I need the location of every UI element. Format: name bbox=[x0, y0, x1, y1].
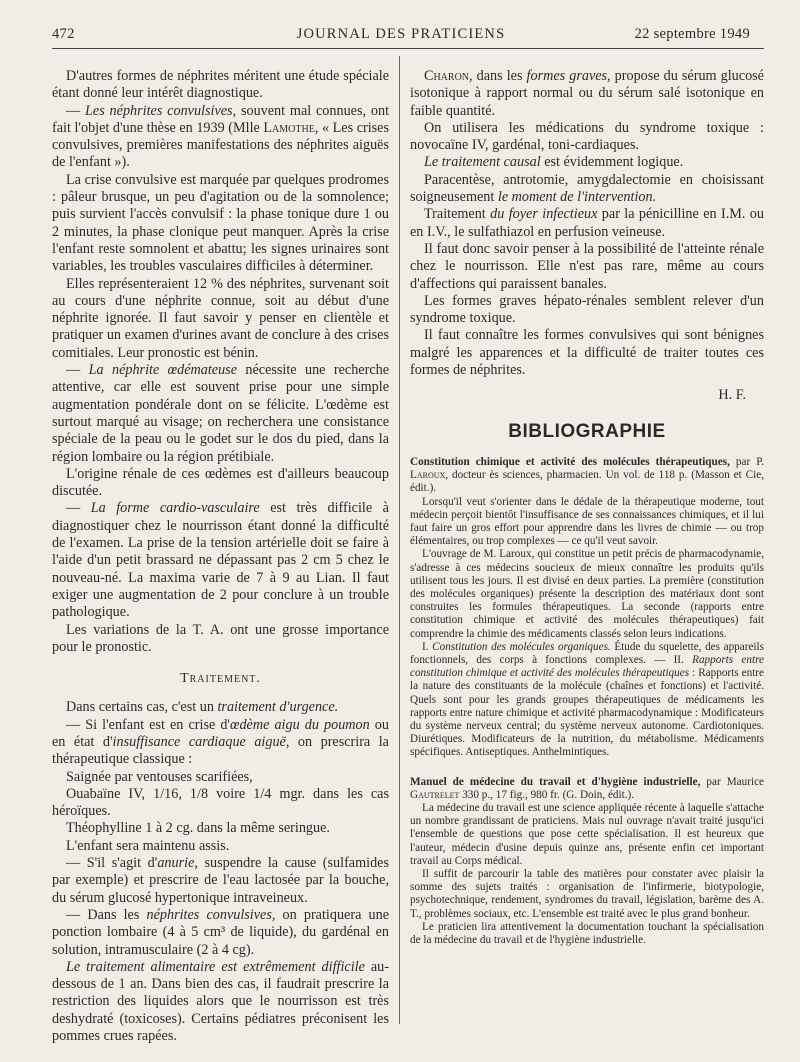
paragraph: — Si l'enfant est en crise d'œdème aigu du poumon ou en état d'insuffisance cardiaque aiguë, on prescrira la thérapeutique classique : bbox=[52, 716, 389, 768]
paragraph: La crise convulsive est marquée par quelques prodromes : pâleur brusque, un peu d'agitation ou de la somnolence; puis survient l'accès convulsif : la phase tonique dure 1 ou 2 minutes, la phase clonique peut manquer. Après la crise l'enfant reste somnolent et abattu; les signes urinaires sont variables, les troubles vasculaires difficiles à déterminer. bbox=[52, 171, 389, 275]
paragraph: Ouabaïne IV, 1/16, 1/8 voire 1/4 mgr. dans les cas héroïques. bbox=[52, 785, 389, 820]
paragraph: Dans certains cas, c'est un traitement d'urgence. bbox=[66, 699, 339, 716]
paragraph: — La néphrite œdémateuse nécessite une recherche attentive, car elle est souvent prise pour une simple augmentation pondérale dont on se félicite. L'œdème est surtout marqué au visage; on recherchera une consistance spéciale de la peau ou le godet sur le dos du pied, dans la région lombaire ou la région prétibiale. bbox=[52, 362, 390, 465]
author-signature: H. F. bbox=[718, 387, 746, 404]
paragraph: Charon, dans les formes graves, propose du sérum glucosé isotonique à rapport normal ou du sérum salé isotonique en faible quantité. bbox=[410, 68, 764, 119]
paragraph: Il faut connaître les formes convulsives qui sont bénignes malgré les apparences et la difficulté de traiter toutes ces formes de néphrites. bbox=[410, 327, 764, 379]
paragraph: D'autres formes de néphrites méritent une étude spéciale étant donné leur intérêt diagnostique. bbox=[52, 68, 389, 102]
paragraph: L'ouvrage de M. Laroux, qui constitue un petit précis de pharmacodynamie, s'adresse à ces médecins soucieux de mieux connaître les produits qu'ils utilisent tous les jours. Il est divisé en deux parties. La première (constitution des molécules organiques) présente la description des matériaux dont sont construites les formules thérapeutiques. La seconde (rapports entre constitution chimique et activité des molécules thérapeutiques) fait comprendre la chimie des médicaments classés selon leurs indications. bbox=[410, 548, 764, 640]
paragraph: — Dans les néphrites convulsives, on pratiquera une ponction lombaire (4 à 5 cm³ de liquide), du gardénal en solution, intramusculaire (2 à 4 cg). bbox=[52, 906, 389, 958]
left-column bbox=[52, 68, 389, 1045]
paragraph: L'enfant sera maintenu assis. bbox=[66, 837, 230, 854]
paragraph: — La forme cardio-vasculaire est très difficile à diagnostiquer chez le nourrisson étant donné la difficulté de l'examen. La prise de la tension artérielle doit se faire à l'aide d'un petit brassard ne dépassant pas 2 cm 5 chez le nouveau-né. La maxima varie de 7 à 9 au Lian. Il faut exiger une augmentation de 2 pour conclure à un trouble pathologique. bbox=[52, 500, 389, 621]
header-rule bbox=[52, 48, 764, 49]
paragraph: Théophylline 1 à 2 cg. dans la même seringue. bbox=[66, 820, 330, 837]
column-divider bbox=[399, 56, 400, 1024]
bibliography-heading: BIBLIOGRAPHIE bbox=[508, 420, 666, 442]
paragraph: Les variations de la T. A. ont une grosse importance pour le pronostic. bbox=[52, 621, 389, 655]
paragraph: — S'il s'agit d'anurie, suspendre la cause (sulfamides par exemple) et prescrire de l'eau lactosée par la bouche, du sérum glucosé hypertonique intraveineux. bbox=[52, 855, 389, 906]
entry-citation: Manuel de médecine du travail et d'hygiène industrielle, par Maurice Gautrelet 330 p., 17 fig., 980 fr. (G. Doin, édit.). bbox=[410, 775, 764, 801]
paragraph: Il suffit de parcourir la table des matières pour constater avec plaisir la somme des sujets traités : organisation de l'infirmerie, biotypologie, psychotechnique, rendement, syndromes du travail, législation, barème des A. T., problèmes sociaux, etc. L'ensemble est traité avec le plus grand bonheur. bbox=[410, 868, 764, 920]
paragraph: Le traitement alimentaire est extrêmement difficile au-dessous de 1 an. Dans bien des cas, il faudrait prescrire la restriction des liquides alors que le nourrisson est très deshydraté (toxicoses). Certains pédiatres préconisent les pommes crues rapées. bbox=[52, 958, 389, 1045]
right-column bbox=[410, 68, 764, 947]
section-heading: Traitement. bbox=[180, 671, 261, 687]
paragraph: Elles représenteraient 12 % des néphrites, survenant soit au cours d'une néphrite connue, soit au début d'une néphrite ignorée. Il faut savoir y penser en clientèle et pratiquer un examen d'urines avant de conclure à des crises comitiales. Leur pronostic est bénin. bbox=[52, 275, 389, 361]
paragraph: L'origine rénale de ces œdèmes est d'ailleurs beaucoup discutée. bbox=[52, 465, 389, 500]
paragraph: Paracentèse, antrotomie, amygdalectomie en choisissant soigneusement le moment de l'intervention. bbox=[410, 171, 764, 206]
bibliography-entry bbox=[410, 776, 764, 948]
paragraph: Traitement du foyer infectieux par la pénicilline en I.M. ou en I.V., le sulfathiazol en perfusion veineuse. bbox=[410, 206, 764, 240]
page-number: 472 bbox=[52, 26, 75, 42]
journal-title: JOURNAL DES PRATICIENS bbox=[296, 26, 506, 42]
paragraph: Les formes graves hépato-rénales semblent relever d'un syndrome toxique. bbox=[410, 292, 764, 327]
issue-date: 22 septembre 1949 bbox=[634, 26, 750, 42]
paragraph: Saignée par ventouses scarifiées, bbox=[66, 768, 253, 785]
bibliography-entry bbox=[410, 456, 764, 760]
paragraph: Lorsqu'il veut s'orienter dans le dédale de la thérapeutique moderne, tout médecin perçoit bientôt l'insuffisance de ses connaissances chimiques, et il lui faut faire un gros effort pour apprendre dans les livres de chimie — ou trop élémentaires, ou trop complexes — ce qu'il veut savoir. bbox=[410, 495, 764, 548]
paragraph: I. Constitution des molécules organiques. Étude du squelette, des appareils fonctionnels, des corps à fonctions complexes. — II. Rapports entre constitution chimique et activité des molécules thérapeutiques : Rapports entre la nature des constituants de la molécule (chaînes et fonctions) et l'activité. Quels sont pour les grands groupes thérapeutiques de médicaments les rapports entre nature chimique et activité pharmacodynamique : Modificateurs du système nerveux central; du système nerveux autonome. Cardiotoniques. Diurétiques. Modificateurs de la nutrition, du métabolisme. Médicaments spécifiques. Antiseptiques. Anthelmintiques. bbox=[410, 640, 764, 759]
paragraph: — Les néphrites convulsives, souvent mal connues, ont fait l'objet d'une thèse en 1939 (Mlle Lamothe, « Les crises convulsives, premières manifestations des néphrites aiguës de l'enfant »). bbox=[52, 102, 390, 171]
paragraph: La médecine du travail est une science appliquée récente à laquelle s'attache un nombre grandissant de praticiens. Mais nul ouvrage n'avait traité jusqu'ici l'ensemble de questions que pose cette spécialisation. Il est heureux que l'auteur, médecin d'usine depuis quinze ans, présente enfin cet important travail au Corps médical. bbox=[410, 802, 764, 867]
paragraph: Il faut donc savoir penser à la possibilité de l'atteinte rénale chez le nourrisson. Elle n'est pas rare, même au cours d'affections qui paraissent banales. bbox=[410, 240, 764, 292]
entry-citation: Constitution chimique et activité des molécules thérapeutiques, par P. Laroux, docteur ès sciences, pharmacien. Un vol. de 118 p. (Masson et Cie, édit.). bbox=[410, 455, 764, 495]
paragraph: Le traitement causal est évidemment logique. bbox=[424, 154, 684, 171]
running-header bbox=[52, 26, 750, 46]
paragraph: Le praticien lira attentivement la documentation touchant la spécialisation de la médecine du travail et de l'hygiène industrielle. bbox=[410, 920, 764, 947]
paragraph: On utilisera les médications du syndrome toxique : novocaïne IV, gardénal, toni-cardiaques. bbox=[410, 119, 764, 154]
